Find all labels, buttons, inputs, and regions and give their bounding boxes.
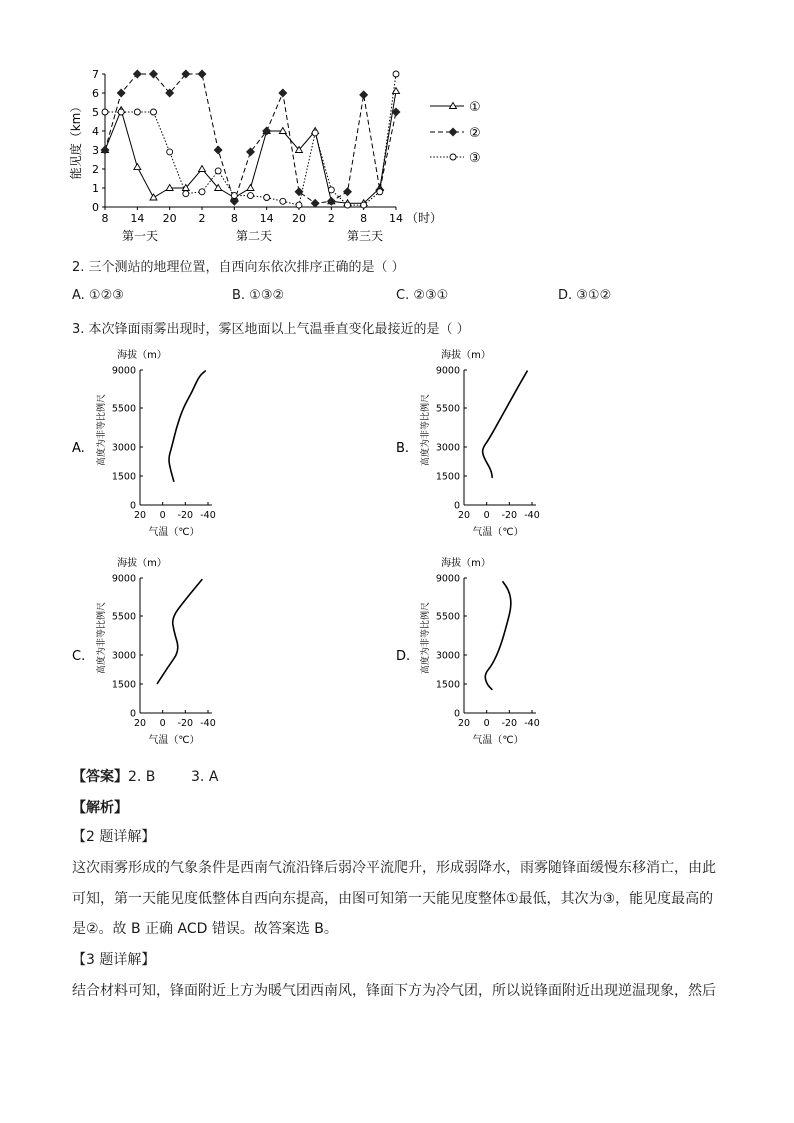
series-3-point [199,189,205,195]
y-tick-label: 5500 [435,403,460,415]
option-2b[interactable]: B. ①③② [232,288,285,303]
series-2-point [311,199,320,208]
series-2-point [198,70,207,79]
analysis-paragraph-4: 结合材料可知，锋面附近上方为暖气团西南风，锋面下方为冷气团，所以说锋面附近出现逆温现象，然后 [72,983,716,999]
option-2a[interactable]: A. ①②③ [72,288,124,303]
temperature-curve [157,579,202,684]
series-2-point [295,187,304,196]
x-tick-label: 20 [457,718,471,729]
answer-line [72,766,218,786]
series-lines [101,70,401,209]
y-tick-label: 1 [92,182,99,195]
x-axis-title: 气温（℃） [472,527,524,538]
x-tick-label: -40 [200,510,216,521]
y-tick-label: 1500 [435,679,460,691]
series-3-point [118,109,124,115]
temperature-profile-graph [396,340,596,540]
legend-series-3: ③ [469,151,481,166]
y-tick-label: 9000 [111,573,136,585]
x-axis-title: 气温（℃） [148,527,200,538]
day-label-1: 第一天 [121,229,159,243]
y-axis-title: 海拔（m） [117,558,167,569]
series-3-point [312,130,318,136]
y-tick-label: 0 [129,500,136,512]
temperature-curve [485,581,511,690]
y-tick-label: 3000 [111,442,136,454]
series-3-point [345,202,351,208]
series-1-point [199,166,206,172]
series-3-point [231,193,237,199]
series-3-point [280,198,286,204]
series-1-point [247,185,254,191]
series-3-point [151,109,157,115]
x-tick-label: 14 [130,212,145,225]
chart-ylabel: 能见度（km） [69,100,83,180]
x-tick-label: 8 [230,212,238,225]
x-tick-label: 0 [159,510,166,521]
y-axis-title: 海拔（m） [441,350,491,361]
series-3-point [361,202,367,208]
y-tick-label: 4 [92,125,99,138]
analysis-tag: 【解析】 [72,800,128,816]
answer-text: 2. B 3. A [128,769,219,785]
series-2-point [214,146,223,155]
x-axis-title: 气温（℃） [148,735,200,746]
analysis-heading-2: 【2 题详解】 [72,829,156,845]
series-2-point [133,70,142,79]
x-axis-ticks [102,207,404,225]
x-tick-label: 0 [483,718,490,729]
option-3-letter[interactable]: D. [396,649,411,664]
analysis-heading-3: 【3 题详解】 [72,952,156,968]
y-tick-label: 0 [129,708,136,720]
y-tick-label: 3000 [435,650,460,662]
x-tick-label: 14 [259,212,274,225]
y-tick-label: 9000 [435,573,460,585]
x-tick-label: 14 [389,212,403,225]
day-label-3: 第三天 [346,229,384,243]
series-1-point [134,164,141,170]
series-3-point [248,193,254,199]
y-tick-label: 3000 [111,650,136,662]
x-tick-label: 20 [162,212,177,225]
temperature-profile-graph [72,340,272,540]
option-2d[interactable]: D. ③①② [558,288,612,303]
series-2-point [359,90,368,99]
y-tick-label: 5500 [435,611,460,623]
series-2-point [246,147,255,156]
temperature-curve [483,371,528,478]
legend-series-1: ① [469,100,481,115]
y-axis-title: 海拔（m） [117,350,167,361]
chart-legend [430,100,481,166]
y-tick-label: 9000 [111,365,136,377]
visibility-chart [0,60,520,250]
series-2-point [262,127,271,136]
series-3-point [377,189,383,195]
y-axis-side-label: 高度为非等比例尺 [421,601,431,675]
y-tick-label: 1500 [435,471,460,483]
y-axis-side-label: 高度为非等比例尺 [97,393,107,467]
x-tick-label: 0 [483,510,490,521]
y-axis-side-label: 高度为非等比例尺 [97,601,107,675]
x-tick-label: 8 [360,212,368,225]
series-2-point [117,89,126,98]
series-3-point [264,195,270,201]
series-3-point [134,109,140,115]
analysis-paragraph-2: 可知，第一天能见度低整体自西向东提高，由图可知第一天能见度整体①最低，其次为③，能见度最高的 [72,891,714,907]
option-3-letter[interactable]: A. [72,441,85,456]
series-3-point [328,187,334,193]
y-tick-label: 9000 [435,365,460,377]
x-unit: （时） [406,211,443,225]
x-tick-label: 20 [133,718,147,729]
series-3-point [183,191,189,197]
series-2-point [343,187,352,196]
series-3-point [167,149,173,155]
series-3-point [102,109,108,115]
x-tick-label: 20 [292,212,306,225]
series-3-point [215,168,221,174]
x-tick-label: 0 [159,718,166,729]
option-3-letter[interactable]: C. [72,649,86,664]
x-tick-label: -40 [524,510,540,521]
x-tick-label: 2 [198,212,206,225]
y-tick-label: 0 [92,201,99,214]
x-tick-label: 20 [133,510,147,521]
x-tick-label: 8 [101,212,109,225]
option-2c[interactable]: C. ②③① [396,288,449,303]
series-2-point [278,89,287,98]
y-tick-label: 3 [92,144,99,157]
x-tick-label: -20 [501,718,518,729]
legend-diamond-marker [449,128,458,137]
series-2-point [101,146,110,155]
y-axis-title: 海拔（m） [441,558,491,569]
y-axis-side-label: 高度为非等比例尺 [421,393,431,467]
y-tick-label: 3000 [435,442,460,454]
x-tick-label: -20 [177,510,194,521]
x-tick-label: -40 [524,718,540,729]
x-tick-label: -20 [177,718,194,729]
series-3-point [296,202,302,208]
x-tick-label: -20 [501,510,518,521]
y-tick-label: 5500 [111,611,136,623]
x-tick-label: 2 [327,212,335,225]
analysis-paragraph-1: 这次雨雾形成的气象条件是西南气流沿锋后弱冷平流爬升，形成弱降水，雨雾随锋面缓慢东移消亡，由此 [72,860,716,876]
temperature-profile-graph [72,548,272,748]
answer-tag: 【答案】 [72,769,128,785]
option-3-letter[interactable]: B. [396,441,410,456]
temperature-profile-graph [396,548,596,748]
series-1-point [150,194,157,200]
y-tick-label: 5 [92,106,99,119]
y-axis-ticks [92,68,105,214]
y-tick-label: 1500 [111,679,136,691]
x-tick-label: 20 [457,510,471,521]
x-axis-title: 气温（℃） [472,735,524,746]
y-tick-label: 6 [92,87,99,100]
y-tick-label: 7 [92,68,99,81]
y-tick-label: 1500 [111,471,136,483]
y-tick-label: 0 [453,500,460,512]
series-2-point [327,197,336,206]
y-tick-label: 0 [453,708,460,720]
series-3-point [393,71,399,77]
legend-series-2: ② [469,126,481,141]
question-3-stem: 3. 本次锋面雨雾出现时，雾区地面以上气温垂直变化最接近的是（ ） [72,322,470,337]
y-tick-label: 2 [92,163,99,176]
y-tick-label: 5500 [111,403,136,415]
legend-circle-marker [450,154,456,160]
temperature-curve [169,371,206,482]
day-label-2: 第二天 [235,229,273,243]
x-tick-label: -40 [200,718,216,729]
analysis-paragraph-3: 是②。故 B 正确 ACD 错误。故答案选 B。 [72,921,338,937]
question-2-stem: 2. 三个测站的地理位置，自西向东依次排序正确的是（ ） [72,260,405,275]
